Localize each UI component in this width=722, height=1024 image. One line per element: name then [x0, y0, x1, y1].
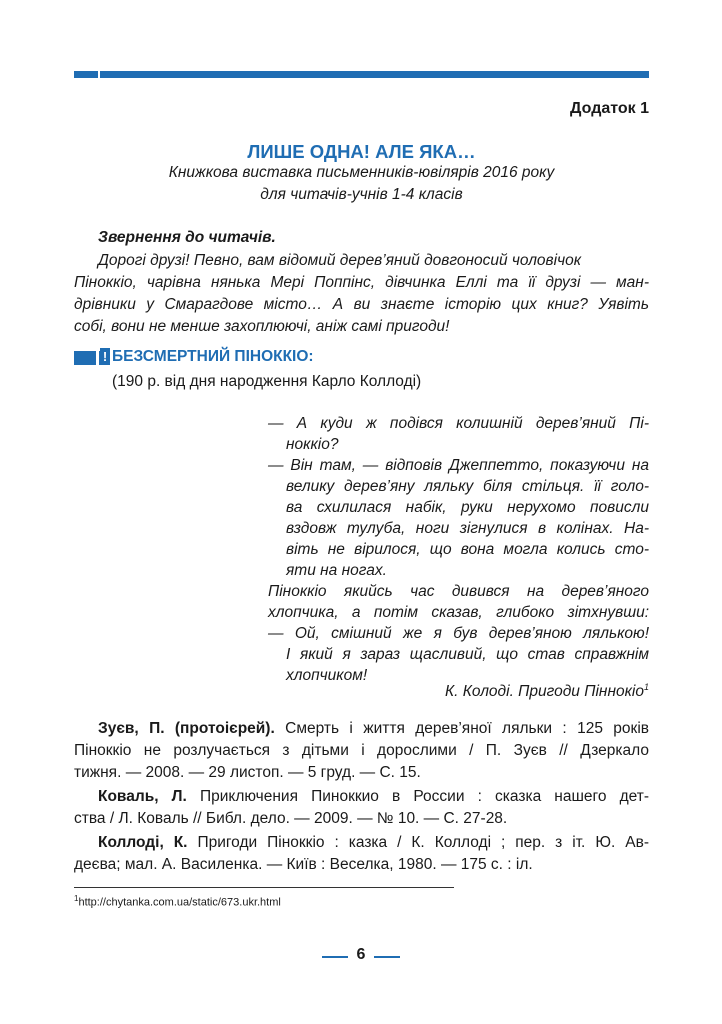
page-title: ЛИШЕ ОДНА! АЛЕ ЯКА…: [247, 141, 476, 162]
footnote-ref: 1: [643, 681, 649, 692]
section-marker-gap: [96, 351, 99, 365]
epigraph-line-5: ва схилилася набік, руки нерухомо повисли: [286, 499, 649, 516]
bib-entry-3-line-1: [98, 833, 649, 853]
epigraph-line-13: хлопчиком!: [286, 667, 368, 684]
footnote: [74, 894, 281, 909]
appendix-label: Додаток 1: [570, 100, 649, 117]
epigraph-line-11: — Ой, смішний же я був дерев’яною лялькою!: [268, 625, 649, 642]
address-line-3: дрівники у Смарагдове місто… А ви знаєте історію цих книг? Уявіть: [74, 296, 649, 313]
page-number-dash-left: [322, 956, 348, 958]
bib-entry-2-line-2: ства / Л. Коваль // Библ. дело. — 2009. — № 10. — С. 27-28.: [74, 810, 508, 827]
address-line-4: собі, вони не менше захоплюючі, аніж самі пригоди!: [74, 318, 450, 335]
header-rule: [74, 71, 649, 78]
header-rule-notch: [98, 71, 100, 78]
bib-entry-1-line-1: [98, 719, 649, 739]
bib-text: Пригоди Піноккіо : казка / К. Коллоді ; пер. з іт. Ю. Ав-: [187, 834, 649, 851]
page-number: 6: [356, 946, 366, 963]
bib-author: Коллоді, К.: [98, 834, 188, 851]
bib-entry-2-line-1: [98, 787, 649, 807]
section-note: (190 р. від дня народження Карло Коллоді): [112, 373, 422, 390]
page-number-dash-right: [374, 956, 400, 958]
address-heading: Звернення до читачів.: [98, 229, 276, 246]
bib-author: Коваль, Л.: [98, 788, 187, 805]
subtitle-line-2: для читачів-учнів 1-4 класів: [260, 186, 463, 203]
bib-text: Приключения Пиноккио в России : сказка нашего дет-: [186, 788, 649, 805]
epigraph-line-2: ноккіо?: [286, 436, 339, 453]
footnote-url: http://chytanka.com.ua/static/673.ukr.html: [78, 896, 281, 909]
footnote-mark: 1: [74, 894, 79, 903]
epigraph-attribution: [445, 683, 649, 701]
bib-text: Смерть і життя дерев’яної ляльки : 125 років: [274, 720, 649, 737]
footnote-rule: [74, 887, 454, 888]
section-title: БЕЗСМЕРТНИЙ ПІНОККІО:: [112, 348, 314, 365]
subtitle-line-1: Книжкова виставка письменників-ювілярів 2016 року: [168, 164, 555, 181]
epigraph-line-10: хлопчика, а потім сказав, глибоко зітхнувши:: [268, 604, 649, 621]
epigraph-line-12: І який я зараз щасливий, що став справжнім: [286, 646, 649, 663]
epigraph-line-4: велику дерев’яну ляльку біля стільця. її голо-: [286, 478, 649, 495]
bib-author: Зуєв, П. (протоієрей).: [98, 720, 275, 737]
epigraph-line-1: — А куди ж подівся колишній дерев’яний Пі-: [268, 415, 649, 432]
bib-entry-1-line-2: Піноккіо не розлучається з дітьми і дорослими / П. Зуєв // Дзеркало: [74, 742, 649, 759]
epigraph-line-3: — Він там, — відповів Джеппетто, показуючи на: [268, 457, 649, 474]
attribution-text: К. Колоді. Пригоди Піннокіо: [445, 683, 644, 700]
exclamation-icon: !: [100, 348, 110, 365]
epigraph-line-8: яти на ногах.: [286, 562, 387, 579]
address-line-1: Дорогі друзі! Певно, вам відомий дерев’яний довгоносий чоловічок: [98, 252, 582, 269]
bib-entry-1-line-3: тижня. — 2008. — 29 листоп. — 5 груд. — С. 15.: [74, 764, 421, 781]
epigraph-line-6: вздовж тулуба, ноги зігнулися в колінах. На-: [286, 520, 649, 537]
epigraph-line-9: Піноккіо якийсь час дивився на дерев’яного: [268, 583, 649, 600]
bib-entry-3-line-2: деєва; мал. А. Василенка. — Київ : Веселка, 1980. — 175 с. : іл.: [74, 856, 533, 873]
address-line-2: Піноккіо, чарівна нянька Мері Поппінс, дівчинка Еллі та її друзі — ман-: [74, 274, 649, 291]
epigraph-line-7: віть не вірилося, що вона могла колись сто-: [286, 541, 649, 558]
